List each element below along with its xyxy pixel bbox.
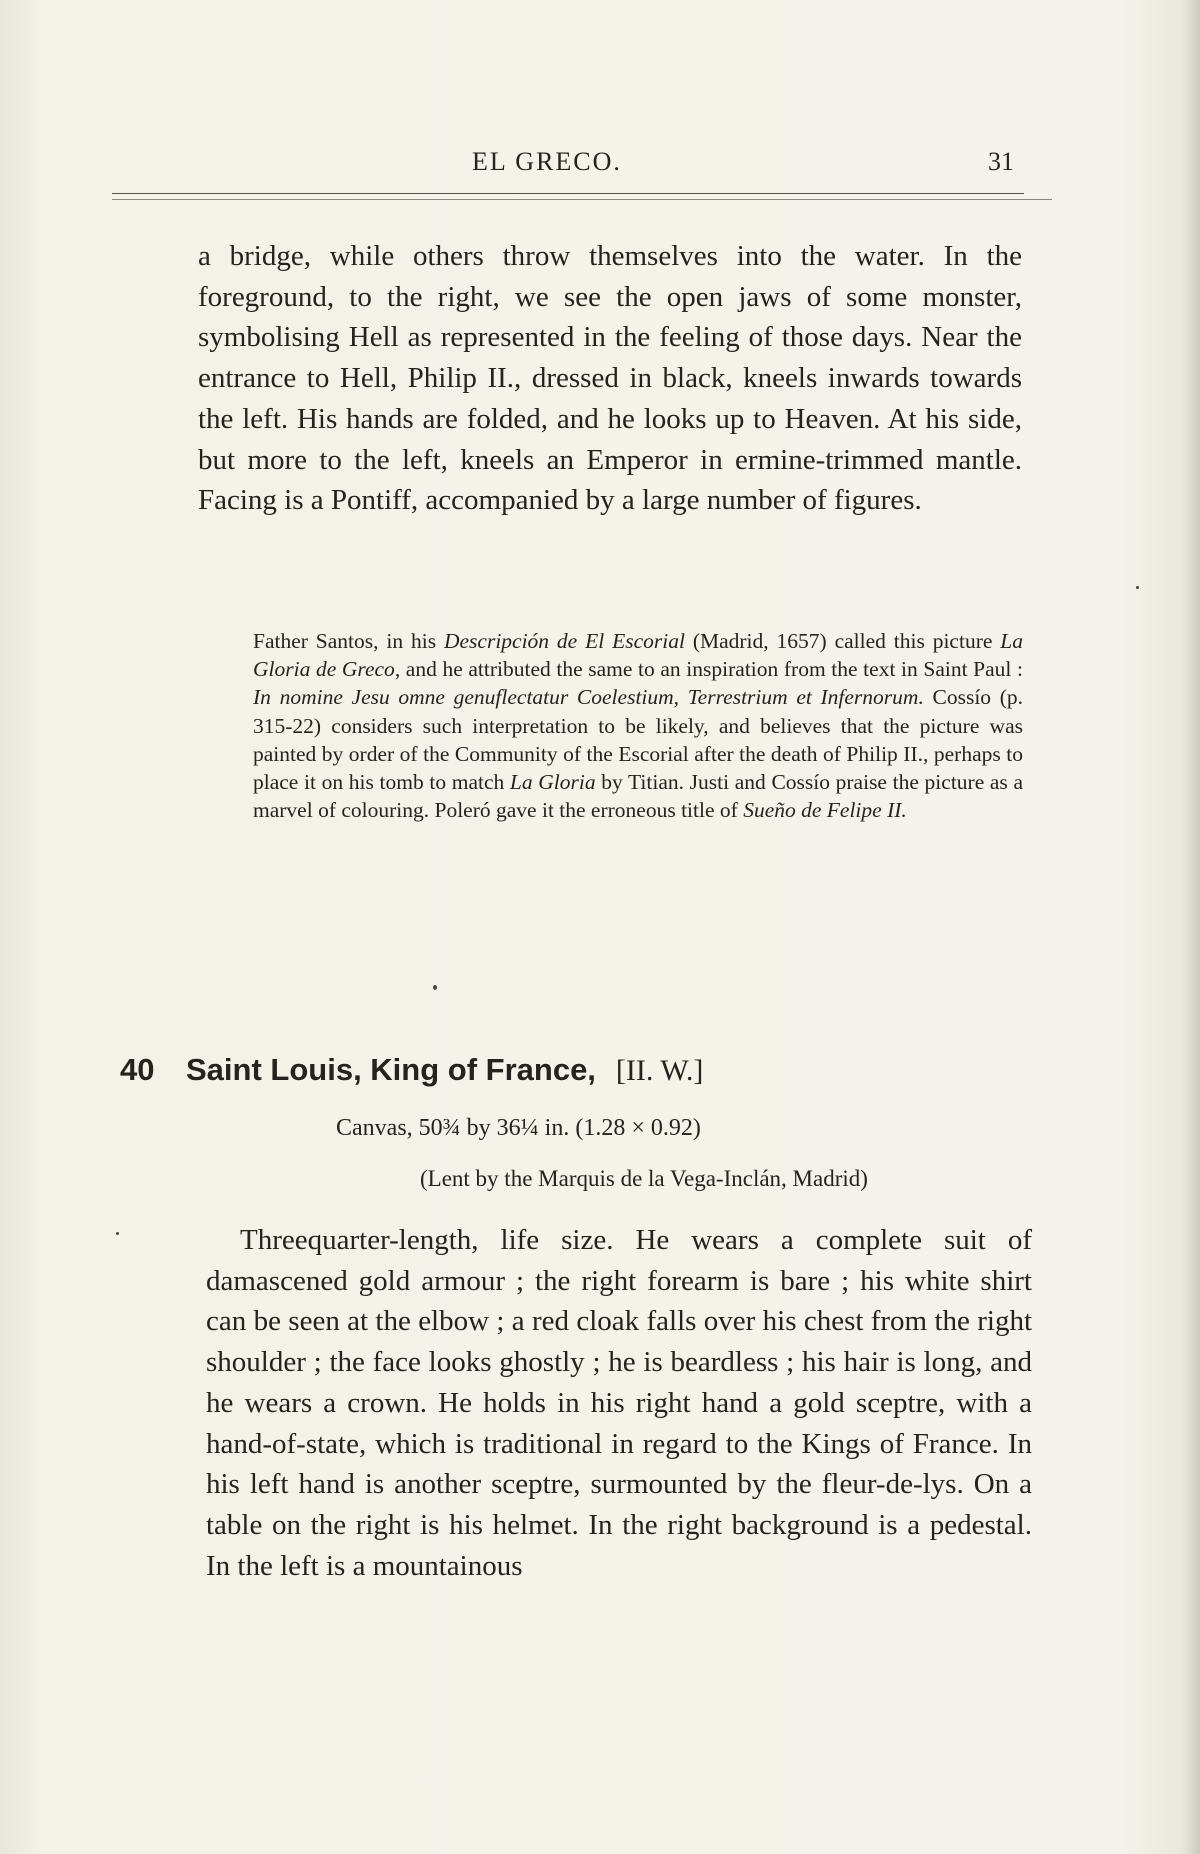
running-head [112, 147, 1028, 187]
note-italic-title: Descripción de El Escorial [443, 629, 685, 653]
entry-description [206, 1220, 1032, 1586]
entry-location: [II. W.] [615, 1054, 704, 1087]
entry-number: 40 [120, 1052, 155, 1087]
ink-speck [116, 1232, 119, 1235]
ink-speck [1136, 586, 1139, 589]
note-text: Cossío (p. 315-22) considers such interpretation to be likely, and believes that the picture was painted by order of the Community of the Escorial after the death of Philip II., perhaps to place it on his tomb to match [253, 685, 1023, 795]
note-text: by Titian. Justi and Cossío praise the picture as a marvel of colouring. Poleró gave it the erroneous title of [253, 770, 1023, 823]
note-text: (Madrid, 1657) called this picture [684, 629, 1001, 653]
running-title: EL GRECO. [472, 147, 622, 176]
page-number: 31 [988, 147, 1014, 176]
canvas-dimensions: Canvas, 50¾ by 36¼ in. (1.28 × 0.92) [336, 1115, 701, 1141]
note-italic-title: La Gloria [509, 770, 596, 795]
entry-title: Saint Louis, King of France, [186, 1052, 596, 1087]
entry-heading [120, 1052, 1020, 1092]
page-edge-shadow [1184, 0, 1200, 1854]
header-rule-double [112, 199, 1052, 200]
note-text: , and he attributed the same to an inspiration from the text in Saint Paul : [394, 657, 1023, 682]
header-rule [112, 193, 1024, 194]
note-italic-title: La Gloria de Greco [253, 629, 1023, 682]
ink-speck [433, 985, 437, 990]
lender-credit: (Lent by the Marquis de la Vega-Inclán, Madrid) [420, 1166, 868, 1191]
note-italic-quote: In nomine Jesu omne genuflectatur Coelestium, Terrestrium et Infernorum. [253, 685, 924, 710]
body-paragraph: a bridge, while others throw themselves into the water. In the foreground, to the right, we see the open jaws of some monster, symbolising Hell as represented in the feeling of those days. Near the entrance to Hell, Philip II., dressed in black, kneels inwards towards the left. His hands are folded, and he looks up to Heaven. At his side, but more to the left, kneels an Emperor in ermine-trimmed mantle. Facing is a Pontiff, accompanied by a large number of figures. [198, 240, 1022, 517]
entry-description-text: Threequarter-length, life size. He wears a complete suit of damascened gold armour ; the right forearm is bare ; his white shirt can be seen at the elbow ; a red cloak falls over his chest from the right shoulder ; the face looks ghostly ; he is beardless ; his hair is long, and he wears a crown. He holds in his right hand a gold sceptre, with a hand-of-state, which is traditional in regard to the Kings of France. In his left hand is another sceptre, surmounted by the fleur-de-lys. On a table on the right is his helmet. In the right background is a pedestal. In the left is a mountainous [206, 1224, 1032, 1582]
note-text: Father Santos, in his [253, 629, 444, 653]
note-italic-title: Sueño de Felipe II. [743, 798, 907, 823]
footnote [253, 627, 1023, 824]
